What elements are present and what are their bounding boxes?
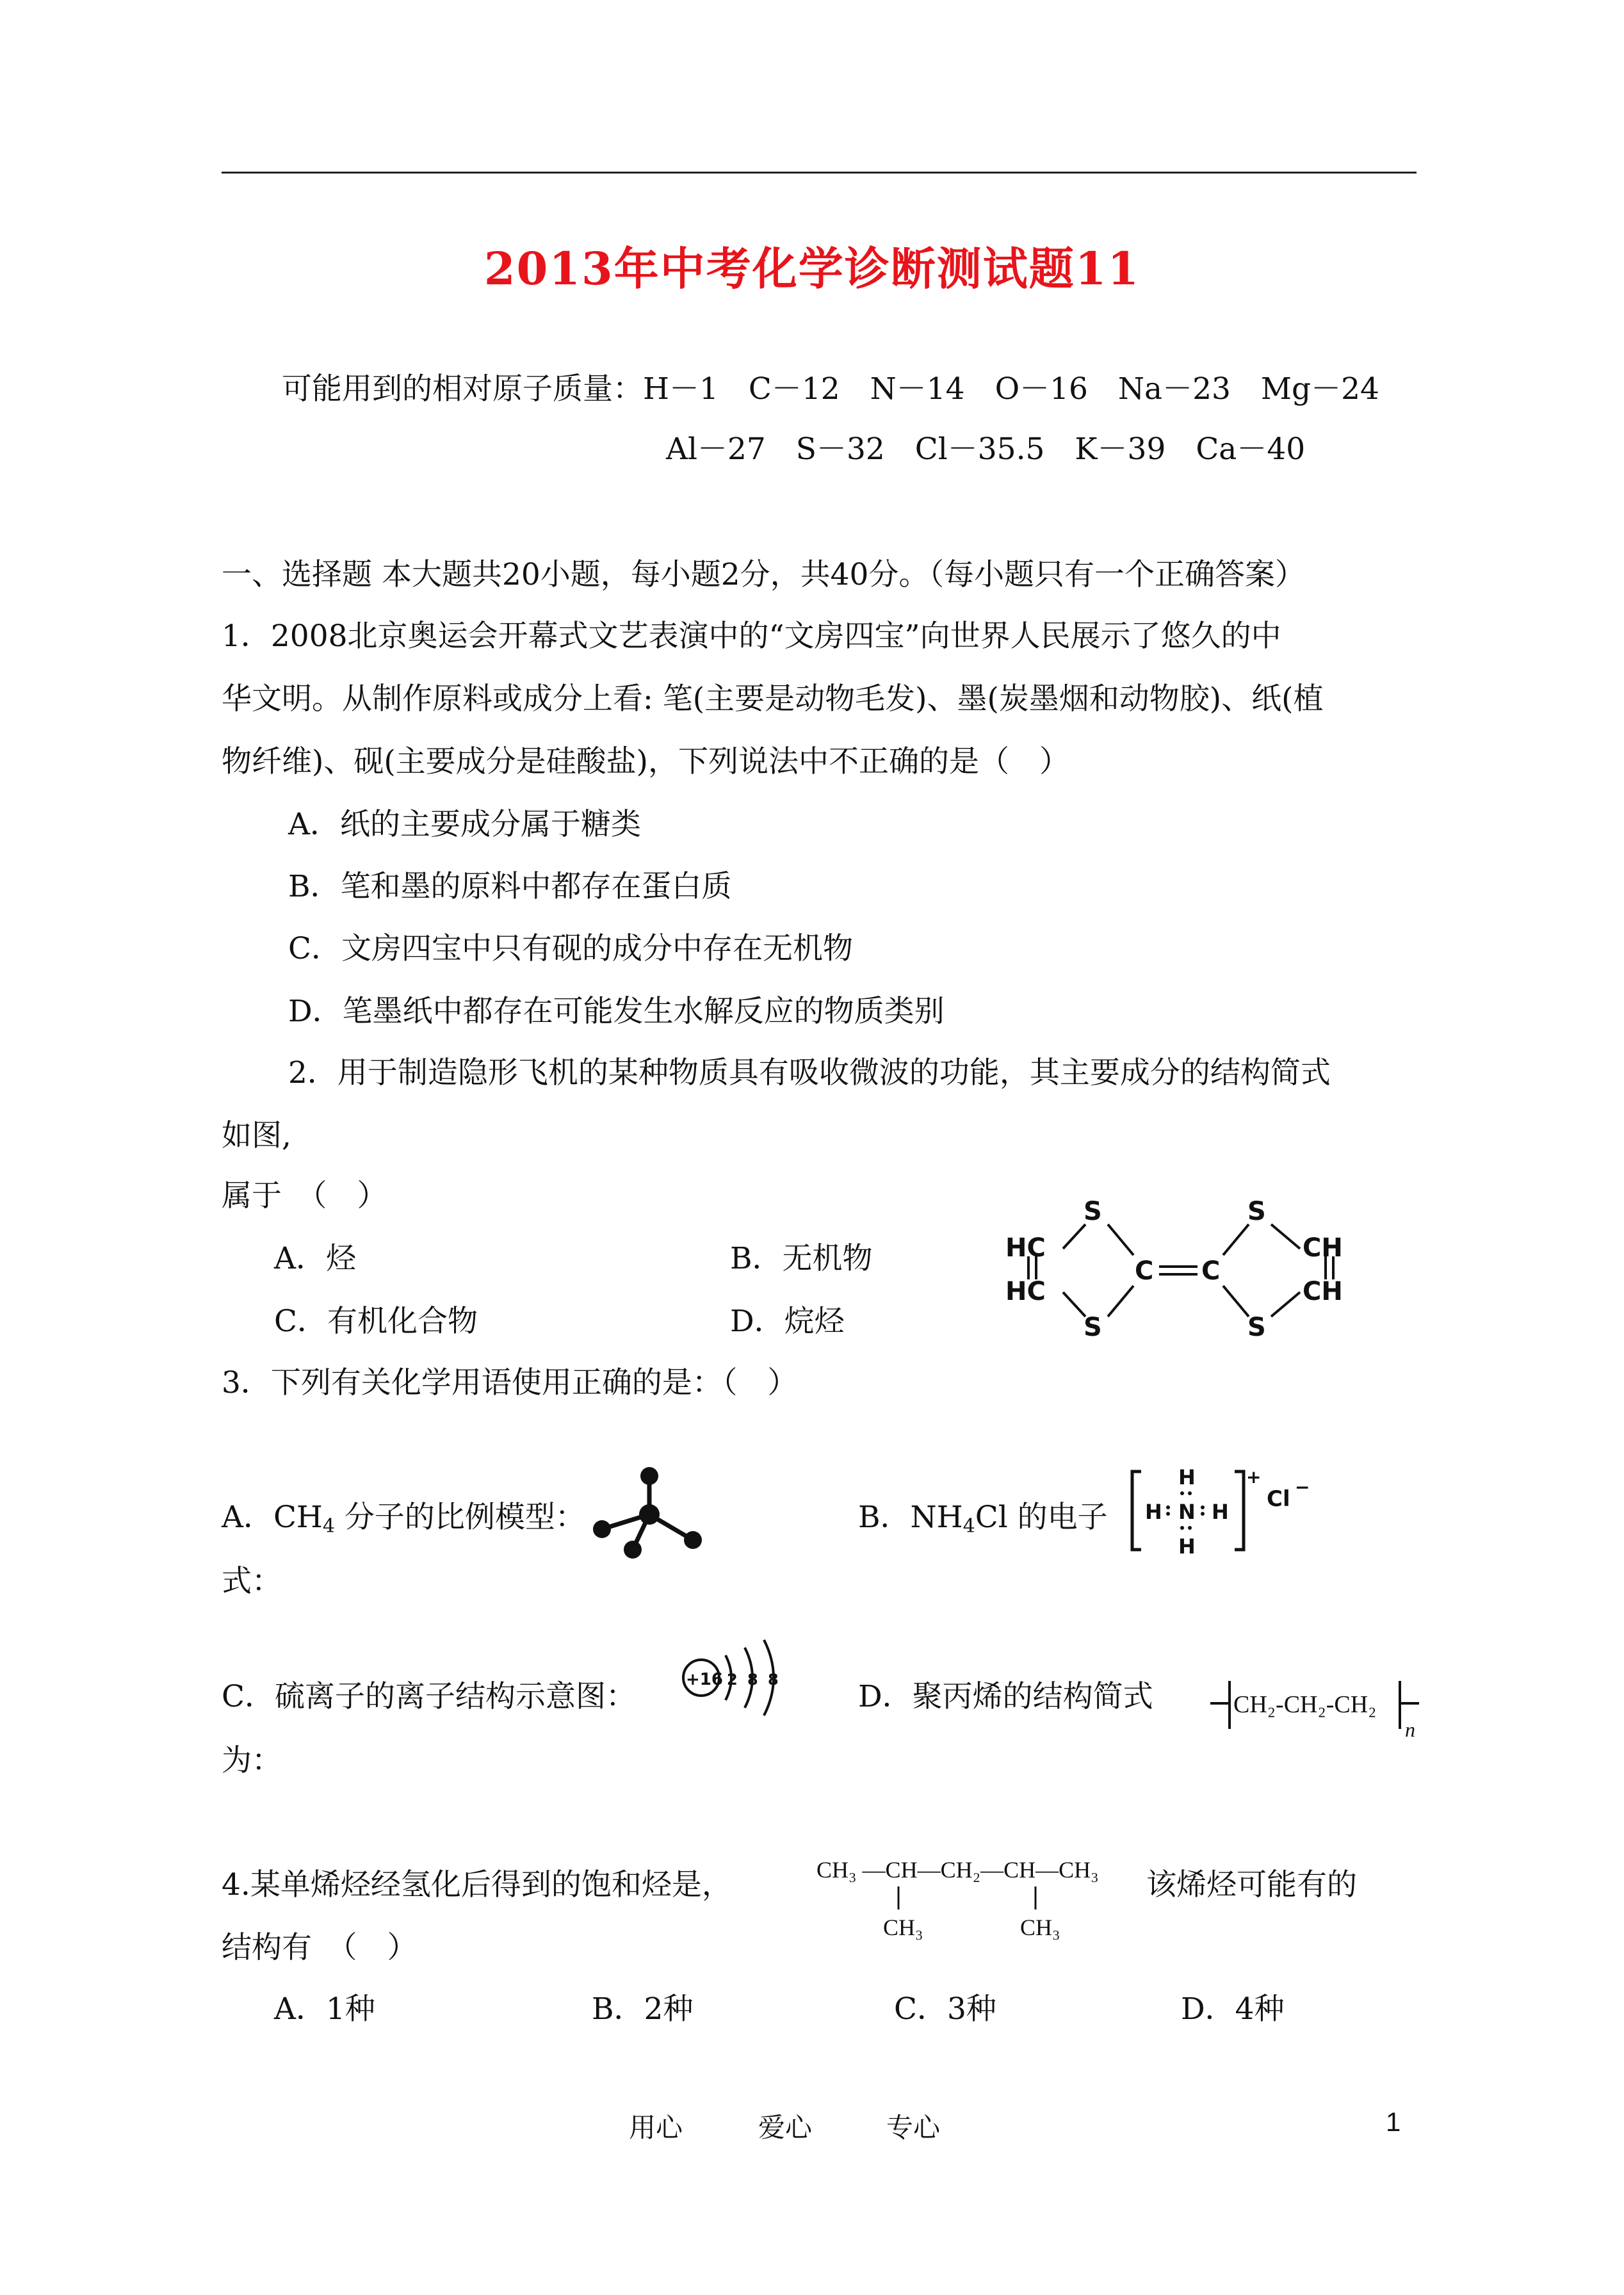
q3-option-c: C．硫离子的离子结构示意图：: [222, 1679, 636, 1714]
struct-ch-top: CH: [1303, 1233, 1343, 1263]
struct-s-3: S: [1247, 1197, 1266, 1226]
section-heading: 一、选择题 本大题共20小题，每小题2分，共40分。（每小题只有一个正确答案）: [222, 557, 1305, 592]
ch4-ball-model: [583, 1454, 711, 1582]
q2-stem-line1: 2．用于制造隐形飞机的某种物质具有吸收微波的功能，其主要成分的结构简式: [288, 1055, 1331, 1091]
q4-stem-start: 4.某单烯烃经氢化后得到的饱和烃是，: [222, 1867, 732, 1902]
q3-option-a-tail: 式：: [222, 1564, 282, 1599]
struct-hc-bottom: HC: [1005, 1277, 1046, 1306]
nh4cl-electron-formula: [1127, 1454, 1319, 1562]
struct-hc-top: HC: [1005, 1233, 1046, 1263]
nh4-plus-charge: +: [1246, 1466, 1262, 1488]
sulfur-ion-diagram: [676, 1630, 797, 1726]
footer-item-2: 爱心: [758, 2112, 813, 2143]
atomic-masses-line2: Al－27 S－32 Cl－35.5 K－39 Ca－40: [666, 432, 1306, 467]
alkane-branch-2: CH₃: [1020, 1915, 1060, 1940]
polymer-n-subscript: n: [1405, 1718, 1415, 1741]
atomic-masses-line1: 可能用到的相对原子质量：H－1 C－12 N－14 O－16 Na－23 Mg－24: [282, 371, 1379, 407]
q4-stem-line2: 结构有 （ ）: [222, 1930, 418, 1965]
q1-option-c: C．文房四宝中只有砚的成分中存在无机物: [288, 931, 853, 966]
struct-s-1: S: [1084, 1197, 1102, 1226]
q3-option-b: B．$NH_4Cl$ 的电子: [858, 1500, 1108, 1537]
alkane-main-chain: CH₃ —CH—CH₂—CH—CH₃: [816, 1857, 1099, 1883]
struct-ch-bottom: CH: [1303, 1277, 1343, 1306]
footer-item-3: 专心: [886, 2112, 941, 2143]
nh4-h-bottom: H: [1178, 1534, 1196, 1559]
q2-option-c: C．有机化合物: [274, 1304, 478, 1339]
q2-stem-line3: 属于 （ ）: [222, 1178, 387, 1213]
struct-s-2: S: [1084, 1313, 1102, 1342]
polypropylene-unit: CH₂-CH₂-CH₂: [1233, 1691, 1377, 1718]
nh4-h-left: H: [1145, 1500, 1162, 1524]
alkane-branch-1: CH₃: [883, 1915, 923, 1940]
q1-stem-line3: 物纤维)、砚(主要成分是硅酸盐)，下列说法中不正确的是（ ）: [222, 744, 1070, 779]
struct-c-right: C: [1201, 1256, 1221, 1286]
nh4-n: N: [1178, 1500, 1196, 1524]
struct-s-4: S: [1247, 1313, 1266, 1342]
q2-stem-line2: 如图,: [222, 1118, 291, 1153]
q4-option-b: B．2种: [592, 1991, 694, 2027]
q4-alkane-formula: [816, 1844, 1130, 1959]
q1-stem-line2: 华文明。从制作原料或成分上看: 笔(主要是动物毛发)、墨(炭墨烟和动物胶)、纸(植: [222, 681, 1324, 717]
q3-option-a: A．$CH_4$ 分子的比例模型：: [222, 1500, 585, 1537]
q3-stem: 3．下列有关化学用语使用正确的是：（ ）: [222, 1365, 798, 1400]
q2-option-b: B．无机物: [730, 1241, 873, 1276]
q1-option-a: A．纸的主要成分属于糖类: [288, 807, 641, 842]
q4-option-a: A．1种: [274, 1991, 375, 2027]
shell-1-electrons: 2: [727, 1671, 738, 1689]
shell-2-electrons: 8: [747, 1671, 758, 1689]
footer-item-1: 用心: [629, 2112, 683, 2143]
q4-option-d: D．4种: [1181, 1991, 1285, 2027]
q1-option-d: D．笔墨纸中都存在可能发生水解反应的物质类别: [288, 994, 945, 1029]
page-number: 1: [1386, 2107, 1401, 2137]
q2-structure-diagram: [986, 1185, 1422, 1351]
q3-option-c-tail: 为：: [222, 1743, 282, 1778]
q2-option-d: D．烷烃: [730, 1304, 845, 1339]
q4-option-c: C．3种: [894, 1991, 996, 2027]
nh4-h-right: H: [1212, 1500, 1229, 1524]
q2-option-a: A．烃: [274, 1241, 356, 1276]
chloride-symbol: Cl: [1267, 1486, 1290, 1512]
chloride-minus-charge: −: [1295, 1477, 1310, 1498]
page-title: 2013年中考化学诊断测试题11: [483, 242, 1141, 295]
struct-c-left: C: [1135, 1256, 1154, 1286]
shell-3-electrons: 8: [768, 1671, 779, 1689]
q4-stem-end: 该烯烃可能有的: [1146, 1867, 1357, 1902]
sulfur-nucleus-label: +16: [686, 1670, 723, 1689]
q1-stem-line1: 1．2008北京奥运会开幕式文艺表演中的“文房四宝”向世界人民展示了悠久的中: [222, 619, 1281, 654]
polypropylene-formula: [1210, 1665, 1441, 1748]
nh4-h-top: H: [1178, 1465, 1196, 1489]
q3-option-d: D．聚丙烯的结构简式: [858, 1679, 1153, 1714]
header-rule: [222, 172, 1417, 174]
q1-option-b: B．笔和墨的原料中都存在蛋白质: [288, 869, 732, 904]
